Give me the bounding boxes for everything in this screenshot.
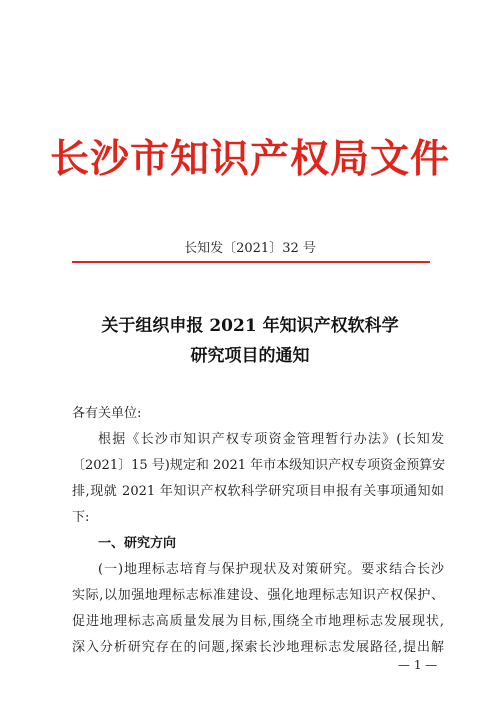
intro-line-4: 下:: [72, 510, 90, 525]
section1-line-2: 实际,以加强地理标志标准建设、强化地理标志知识产权保护、: [72, 588, 444, 603]
intro-line-3: 排,现就 2021 年知识产权软科学研究项目申报有关事项通知如: [72, 484, 444, 499]
intro-line-1: 根据《长沙市知识产权专项资金管理暂行办法》(长知发: [98, 432, 444, 447]
section1-line-3: 促进地理标志高质量发展为目标,围绕全市地理标志发展现状,: [72, 614, 444, 629]
page-number: — 1 —: [398, 658, 438, 672]
section1-line-1: (一)地理标志培育与保护现状及对策研究。要求结合长沙: [98, 562, 444, 577]
intro-line-2: 〔2021〕15 号)规定和 2021 年市本级知识产权专项资金预算安: [72, 458, 446, 473]
masthead-title: 长沙市知识产权局文件: [49, 136, 450, 182]
section1-line-4: 深入分析研究存在的问题,探索长沙地理标志发展路径,提出解: [72, 640, 444, 655]
notice-title-line-2: 研究项目的通知: [190, 346, 310, 366]
red-divider-line: [72, 261, 430, 263]
notice-title-line-1: 关于组织申报 2021 年知识产权软科学: [101, 316, 399, 336]
document-number: 长知发〔2021〕32 号: [184, 241, 316, 256]
salutation: 各有关单位:: [72, 406, 142, 421]
section-heading-research-direction: 一、研究方向: [98, 536, 177, 551]
